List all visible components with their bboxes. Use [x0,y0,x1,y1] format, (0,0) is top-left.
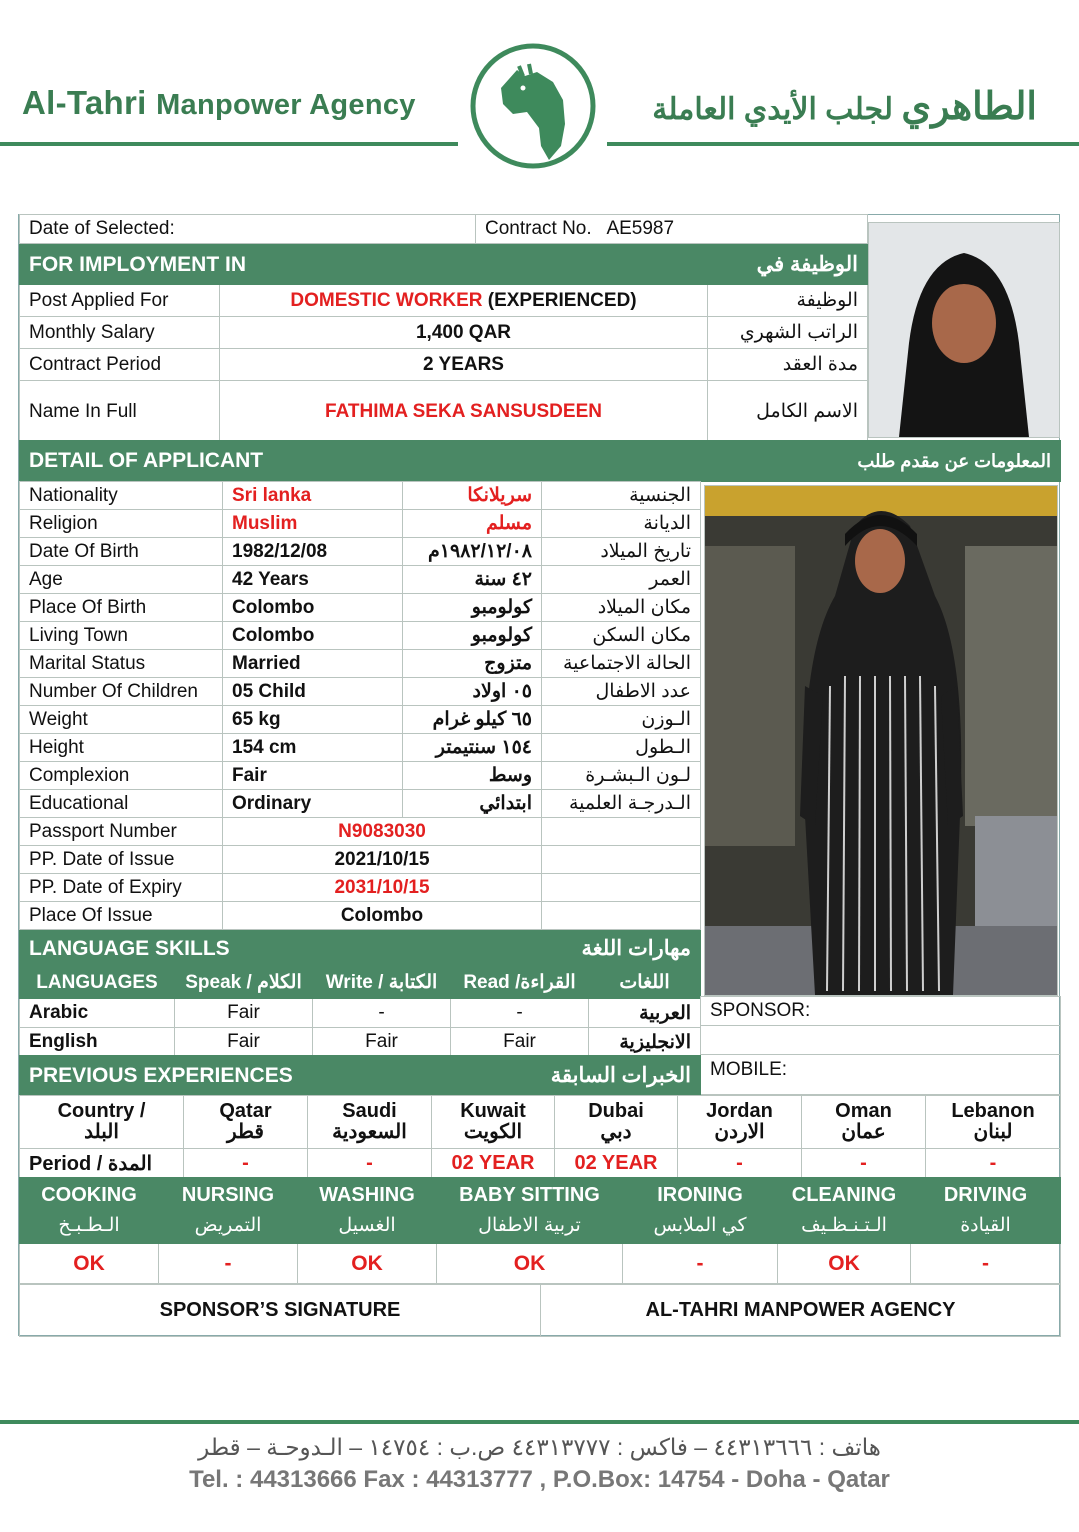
full-name-value: FATHIMA SEKA SANSUSDEEN [220,381,708,443]
country-period: 02 YEAR [432,1149,555,1178]
country-period: - [678,1149,802,1178]
applicant-field-value-ar: ابتدائي [403,790,542,818]
skill-name-ar: التمريض [194,1215,262,1236]
passport-row [20,902,701,930]
lang-header-speak: Speak / الكلام [175,967,313,999]
experience-title-en: PREVIOUS EXPERIENCES [20,1056,360,1096]
passport-field-value: 2031/10/15 [223,874,542,902]
employment-title-ar: الوظيفة في [708,245,868,285]
applicant-field-label: Religion [20,510,223,538]
post-value-red: DOMESTIC WORKER [290,289,483,311]
passport-field-blank [542,902,701,930]
footer-rule [0,1420,1079,1424]
skill-header [298,1178,437,1244]
passport-field-label: Passport Number [20,818,223,846]
applicant-field-label: Living Town [20,622,223,650]
passport-row [20,818,701,846]
applicant-field-value-ar: مسلم [403,510,542,538]
applicant-field-value-ar: ٤٢ سنة [403,566,542,594]
contract-period-label-ar: مدة العقد [708,349,868,381]
applicant-field-value-ar: متزوج [403,650,542,678]
country-name: Saudi [342,1100,397,1122]
skill-value: - [911,1244,1061,1284]
applicant-field-label: Complexion [20,762,223,790]
skill-name-ar: تربية الاطفال [478,1215,581,1236]
passport-row [20,874,701,902]
country-name: Kuwait [460,1100,526,1122]
applicant-field-label-ar: الديانة [542,510,701,538]
applicant-field-label: Educational [20,790,223,818]
lang-english-write: Fair [313,1028,451,1057]
applicant-field-value: Fair [223,762,403,790]
country-cell [926,1096,1061,1149]
applicant-row [20,762,701,790]
skill-name: NURSING [181,1184,275,1206]
applicant-title-en: DETAIL OF APPLICANT [20,441,540,482]
lang-header-languages: LANGUAGES [20,967,175,999]
applicant-field-label: Weight [20,706,223,734]
agency-name-en-2: Manpower Agency [156,89,416,121]
sponsor-label: SPONSOR: [701,997,1061,1026]
sponsor-signature: SPONSOR’S SIGNATURE [20,1285,541,1337]
applicant-field-value: Sri lanka [223,482,403,510]
salary-label-ar: الراتب الشهري [708,317,868,349]
applicant-row [20,482,701,510]
applicant-field-label-ar: الحالة الاجتماعية [542,650,701,678]
language-title-ar: مهارات اللغة [451,931,701,967]
full-name-label: Name In Full [20,381,220,443]
signature-table [19,1284,1061,1337]
skill-header [159,1178,298,1244]
agency-name-ar-2: لجلب الأيدي العاملة [652,93,894,126]
country-name-ar: قطر [226,1121,264,1143]
passport-field-value: 2021/10/15 [223,846,542,874]
applicant-field-value-ar: كولومبو [403,594,542,622]
applicant-row [20,622,701,650]
applicant-field-label-ar: تاريخ الميلاد [542,538,701,566]
applicant-row [20,650,701,678]
agency-name-ar-1: الطاهري [901,86,1037,128]
applicant-field-value-ar: ٠٥ اولاد [403,678,542,706]
lang-arabic: Arabic [20,999,175,1028]
experience-table [19,1095,1061,1178]
skill-name: BABY SITTING [459,1184,600,1206]
skill-name: DRIVING [943,1184,1028,1206]
header-rule-left [0,142,458,146]
applicant-header [19,440,1061,482]
passport-field-blank [542,874,701,902]
passport-field-blank [542,846,701,874]
applicant-field-value-ar: ٦٥ كيلو غرام [403,706,542,734]
applicant-field-label-ar: عدد الاطفال [542,678,701,706]
applicant-field-label: Marital Status [20,650,223,678]
applicant-field-label-ar: الـدرجـة العلمية [542,790,701,818]
lang-header-write: Write / الكتابة [313,967,451,999]
country-period: 02 YEAR [555,1149,678,1178]
period-label: Period / المدة [20,1149,184,1178]
skill-header [20,1178,159,1244]
salary-value: 1,400 QAR [220,317,708,349]
applicant-field-label-ar: الجنسية [542,482,701,510]
contract-number: Contract No. AE5987 [476,215,868,244]
footer-arabic: هاتف : ٤٤٣١٣٦٦٦ – فاكس : ٤٤٣١٣٧٧٧ ص.ب : ١٤٧٥٤ – الـدوحـة – قطر [198,1434,881,1460]
lang-arabic-read: - [451,999,589,1028]
skill-value: OK [20,1244,159,1284]
post-value [220,285,708,317]
country-period: - [308,1149,432,1178]
post-label-ar: الوظيفة [708,285,868,317]
experience-title-ar: الخبرات السابقة [360,1056,701,1096]
applicant-title-ar: المعلومات عن مقدم طلب [540,441,1061,482]
skill-name-ar: كي الملابس [653,1215,747,1236]
lang-english-speak: Fair [175,1028,313,1057]
country-period: - [926,1149,1061,1178]
top-row [19,214,868,244]
applicant-field-value: Ordinary [223,790,403,818]
agency-name-en-1: Al-Tahri [22,84,147,121]
passport-field-label: Place Of Issue [20,902,223,930]
applicant-field-label-ar: لـون الـبشـرة [542,762,701,790]
language-table [19,930,701,1057]
applicant-field-label-ar: الـوزن [542,706,701,734]
country-name: Lebanon [951,1100,1035,1122]
skill-name: CLEANING [791,1184,897,1206]
passport-field-value: N9083030 [223,818,542,846]
country-name: Dubai [588,1100,644,1122]
salary-label: Monthly Salary [20,317,220,349]
applicant-field-label-ar: العمر [542,566,701,594]
contract-period-value: 2 YEARS [220,349,708,381]
applicant-row [20,566,701,594]
applicant-field-value-ar: ١٩٨٢/١٢/٠٨م [403,538,542,566]
applicant-field-value: Muslim [223,510,403,538]
full-name-label-ar: الاسم الكامل [708,381,868,443]
applicant-field-value-ar: سريلانكا [403,482,542,510]
mobile-label: MOBILE: [701,1055,1061,1095]
applicant-field-label: Age [20,566,223,594]
employment-table [19,244,868,443]
applicant-field-label-ar: الـطول [542,734,701,762]
country-name: Jordan [706,1100,773,1122]
applicant-field-value-ar: كولومبو [403,622,542,650]
skill-header [778,1178,911,1244]
applicant-field-label-ar: مكان السكن [542,622,701,650]
skill-value: OK [437,1244,623,1284]
lang-english-ar: الانجليزية [589,1028,701,1057]
experience-header [19,1055,701,1096]
passport-row [20,846,701,874]
post-value-black: (EXPERIENCED) [482,289,637,311]
sponsor-box [700,996,1061,1095]
applicant-row [20,734,701,762]
passport-field-value: Colombo [223,902,542,930]
skill-value: - [623,1244,778,1284]
country-name-ar: الكويت [463,1121,523,1143]
applicant-field-value: 1982/12/08 [223,538,403,566]
applicant-row [20,510,701,538]
country-period: - [184,1149,308,1178]
country-header [20,1096,184,1149]
country-cell [555,1096,678,1149]
applicant-row [20,538,701,566]
skill-name-ar: الـتـنـظـيف [801,1215,887,1236]
applicant-row [20,706,701,734]
applicant-field-value-ar: ١٥٤ سنتيمتر [403,734,542,762]
country-name-ar: الاردن [714,1121,765,1143]
applicant-row [20,594,701,622]
skill-name: WASHING [319,1184,415,1206]
applicant-field-label: Number Of Children [20,678,223,706]
agency-name-en [22,84,416,122]
country-name: Qatar [219,1100,272,1122]
skill-header [911,1178,1061,1244]
country-period: - [802,1149,926,1178]
country-label: Country / [57,1100,146,1122]
full-body-photo [704,485,1058,996]
skill-name: COOKING [41,1184,137,1206]
passport-field-blank [542,818,701,846]
country-name-ar: لبنان [973,1121,1013,1143]
country-cell [802,1096,926,1149]
portrait-photo [868,222,1060,438]
applicant-field-value: 65 kg [223,706,403,734]
lang-header-read: Read /القراءة [451,967,589,999]
country-name-ar: دبي [600,1121,632,1143]
skill-name-ar: الغسيل [338,1215,396,1236]
skill-name-ar: القيادة [960,1215,1011,1236]
skill-value: - [159,1244,298,1284]
applicant-field-value: Colombo [223,622,403,650]
applicant-field-label: Nationality [20,482,223,510]
country-cell [184,1096,308,1149]
sponsor-blank [701,1026,1061,1055]
skill-value: OK [778,1244,911,1284]
applicant-table [19,481,701,930]
employment-title-en: FOR IMPLOYMENT IN [20,245,708,285]
country-cell [432,1096,555,1149]
header-rule-right [607,142,1079,146]
applicant-field-label: Date Of Birth [20,538,223,566]
applicant-row [20,790,701,818]
country-cell [308,1096,432,1149]
footer-english: Tel. : 44313666 Fax : 44313777 , P.O.Box: 14754 - Doha - Qatar [189,1466,890,1493]
language-title-en: LANGUAGE SKILLS [20,931,451,967]
applicant-field-value: 42 Years [223,566,403,594]
applicant-field-value: 05 Child [223,678,403,706]
lang-header-ar: اللغات [589,967,701,999]
post-label: Post Applied For [20,285,220,317]
passport-field-label: PP. Date of Issue [20,846,223,874]
applicant-field-label: Place Of Birth [20,594,223,622]
applicant-row [20,678,701,706]
skills-table [19,1177,1061,1284]
skill-value: OK [298,1244,437,1284]
lang-arabic-ar: العربية [589,999,701,1028]
applicant-field-value: Married [223,650,403,678]
lang-arabic-write: - [313,999,451,1028]
country-name: Oman [835,1100,892,1122]
applicant-field-label: Height [20,734,223,762]
skill-name-ar: الـطـبـخ [58,1215,120,1236]
agency-name-ar [652,84,1037,129]
country-name-ar: عمان [841,1121,886,1143]
agency-signature: AL-TAHRI MANPOWER AGENCY [541,1285,1061,1337]
passport-field-label: PP. Date of Expiry [20,874,223,902]
skill-header [437,1178,623,1244]
lang-arabic-speak: Fair [175,999,313,1028]
country-cell [678,1096,802,1149]
lang-english-read: Fair [451,1028,589,1057]
applicant-field-value-ar: وسط [403,762,542,790]
applicant-field-value: Colombo [223,594,403,622]
lang-english: English [20,1028,175,1057]
country-label-ar: البلد [84,1121,119,1143]
skill-header [623,1178,778,1244]
skill-name: IRONING [657,1184,743,1206]
horse-logo-icon [467,42,599,170]
date-selected-label: Date of Selected: [20,215,476,244]
applicant-field-value: 154 cm [223,734,403,762]
contract-period-label: Contract Period [20,349,220,381]
country-name-ar: السعودية [332,1121,407,1143]
applicant-field-label-ar: مكان الميلاد [542,594,701,622]
